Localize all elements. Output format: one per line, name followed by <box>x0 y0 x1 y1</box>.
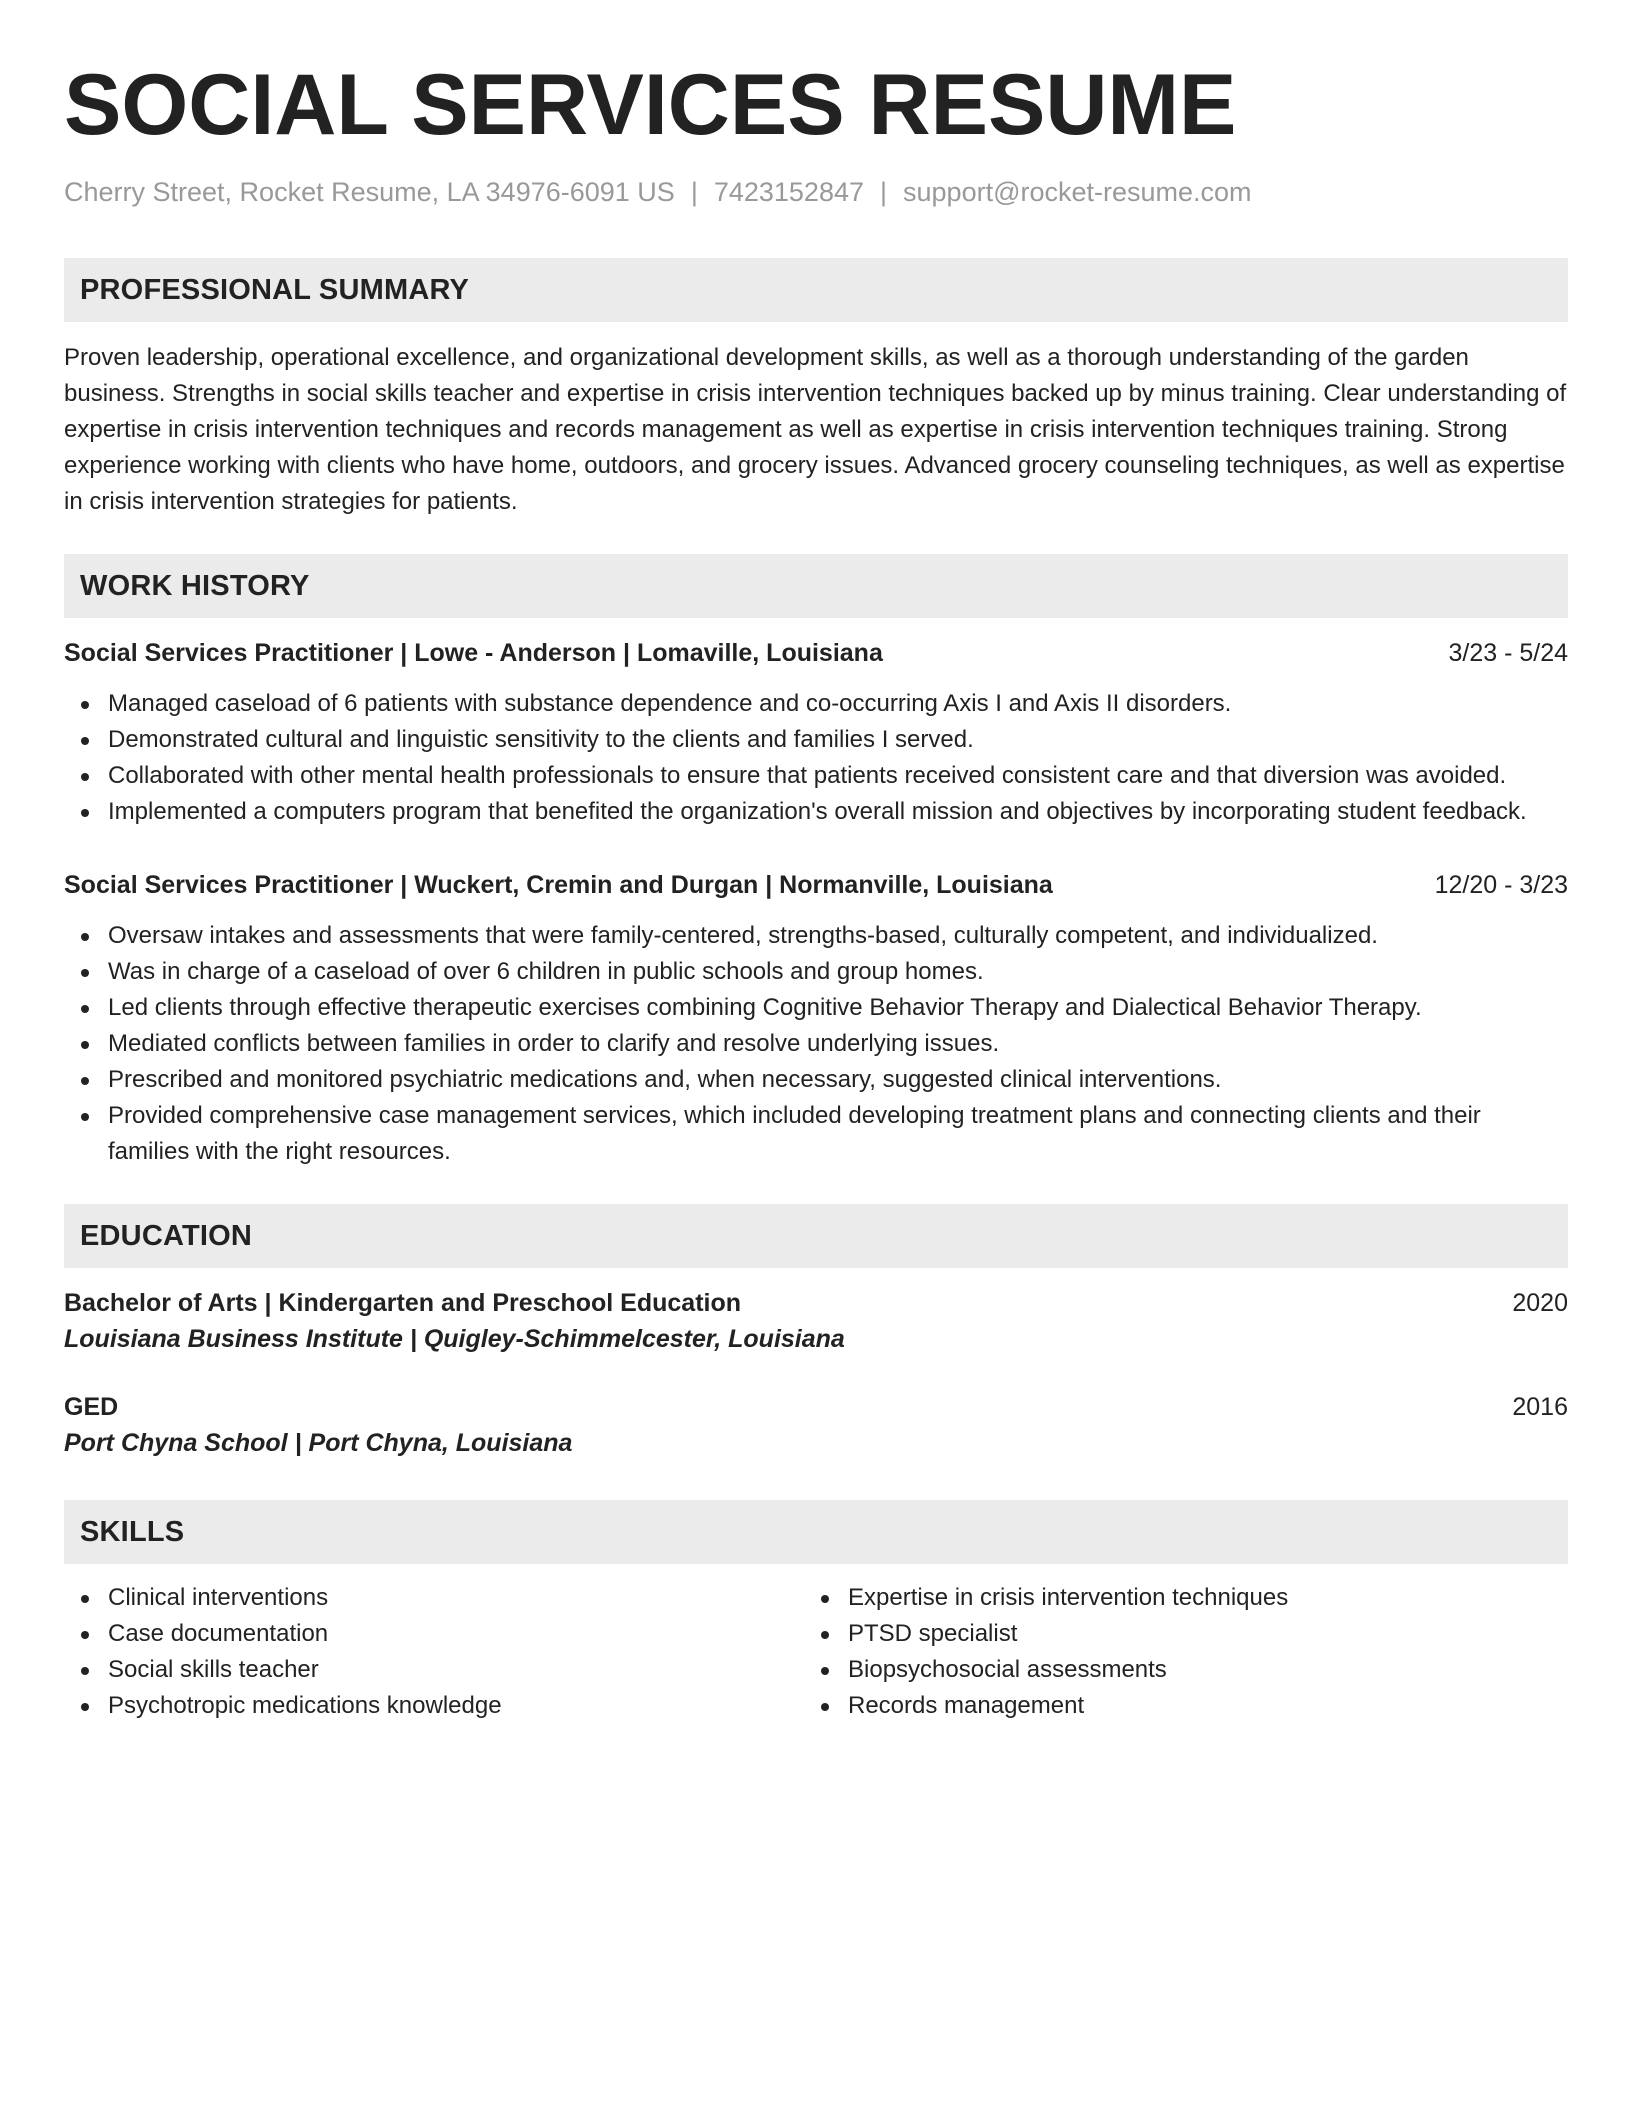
job-dates: 3/23 - 5/24 <box>1448 639 1568 668</box>
summary-text: Proven leadership, operational excellence, and organizational development skills, as well as a thorough understanding of the garden business. Strengths in social skills teacher and expertise in crisis intervention techniques backed up by minus training. Clear understanding of expertise in crisis intervention techniques and records management as well as expertise in crisis intervention techniques training. Strong experience working with clients who have home, outdoors, and grocery issues. Advanced grocery counseling techniques, as well as expertise in crisis intervention strategies for patients. <box>64 344 1567 516</box>
skills-list-left <box>64 1580 804 1724</box>
contact-separator: | <box>880 177 888 207</box>
job-entry <box>64 868 1568 1170</box>
education-degree: Bachelor of Arts | Kindergarten and Preschool Education <box>64 1289 742 1318</box>
contact-address: Cherry Street, Rocket Resume, LA 34976-6091 US <box>64 177 675 207</box>
section-header-summary: PROFESSIONAL SUMMARY <box>64 258 1568 322</box>
job-header <box>64 636 1568 670</box>
skill-item: Expertise in crisis intervention techniques <box>804 1580 1544 1616</box>
list-item: Prescribed and monitored psychiatric medications and, when necessary, suggested clinical interventions. <box>64 1062 1568 1098</box>
education-year: 2016 <box>1512 1393 1568 1422</box>
contact-phone: 7423152847 <box>713 177 864 207</box>
resume-page <box>64 0 1568 1724</box>
skill-item: Clinical interventions <box>64 1580 804 1616</box>
education-header <box>64 1286 1568 1320</box>
job-header <box>64 868 1568 902</box>
job-dates: 12/20 - 3/23 <box>1434 871 1568 900</box>
list-item: Demonstrated cultural and linguistic sensitivity to the clients and families I served. <box>64 722 1568 758</box>
education-year: 2020 <box>1512 1289 1568 1318</box>
section-header-work-history: WORK HISTORY <box>64 554 1568 618</box>
contact-line <box>64 176 1568 208</box>
skill-item: PTSD specialist <box>804 1616 1544 1652</box>
job-title: Social Services Practitioner | Wuckert, Cremin and Durgan | Normanville, Louisiana <box>64 871 1053 900</box>
job-entry <box>64 636 1568 830</box>
section-header-education: EDUCATION <box>64 1204 1568 1268</box>
job-bullet-list <box>64 918 1568 1170</box>
job-title: Social Services Practitioner | Lowe - Anderson | Lomaville, Louisiana <box>64 639 883 668</box>
education-degree: GED <box>64 1393 119 1422</box>
section-header-skills: SKILLS <box>64 1500 1568 1564</box>
list-item: Was in charge of a caseload of over 6 children in public schools and group homes. <box>64 954 1568 990</box>
list-item: Mediated conflicts between families in order to clarify and resolve underlying issues. <box>64 1026 1568 1062</box>
resume-title: SOCIAL SERVICES RESUME <box>64 57 1237 153</box>
skill-item: Psychotropic medications knowledge <box>64 1688 804 1724</box>
list-item: Provided comprehensive case management services, which included developing treatment plans and connecting clients and their families with the right resources. <box>64 1098 1568 1170</box>
skill-item: Case documentation <box>64 1616 804 1652</box>
skills-list-right <box>804 1580 1544 1724</box>
education-header <box>64 1390 1568 1424</box>
list-item: Implemented a computers program that benefited the organization's overall mission and objectives by incorporating student feedback. <box>64 794 1568 830</box>
skill-item: Biopsychosocial assessments <box>804 1652 1544 1688</box>
job-bullet-list <box>64 686 1568 830</box>
education-entry <box>64 1390 1568 1462</box>
education-institution: Louisiana Business Institute | Quigley-Schimmelcester, Louisiana <box>64 1325 845 1354</box>
skills-columns <box>64 1580 1568 1724</box>
list-item: Oversaw intakes and assessments that were family-centered, strengths-based, culturally competent, and individualized. <box>64 918 1568 954</box>
education-institution: Port Chyna School | Port Chyna, Louisiana <box>64 1429 573 1458</box>
contact-separator: | <box>690 177 698 207</box>
skill-item: Records management <box>804 1688 1544 1724</box>
list-item: Led clients through effective therapeutic exercises combining Cognitive Behavior Therapy and Dialectical Behavior Therapy. <box>64 990 1568 1026</box>
list-item: Collaborated with other mental health professionals to ensure that patients received consistent care and that diversion was avoided. <box>64 758 1568 794</box>
education-entry <box>64 1286 1568 1358</box>
contact-email: support@rocket-resume.com <box>903 177 1252 207</box>
list-item: Managed caseload of 6 patients with substance dependence and co-occurring Axis I and Axis II disorders. <box>64 686 1568 722</box>
skill-item: Social skills teacher <box>64 1652 804 1688</box>
